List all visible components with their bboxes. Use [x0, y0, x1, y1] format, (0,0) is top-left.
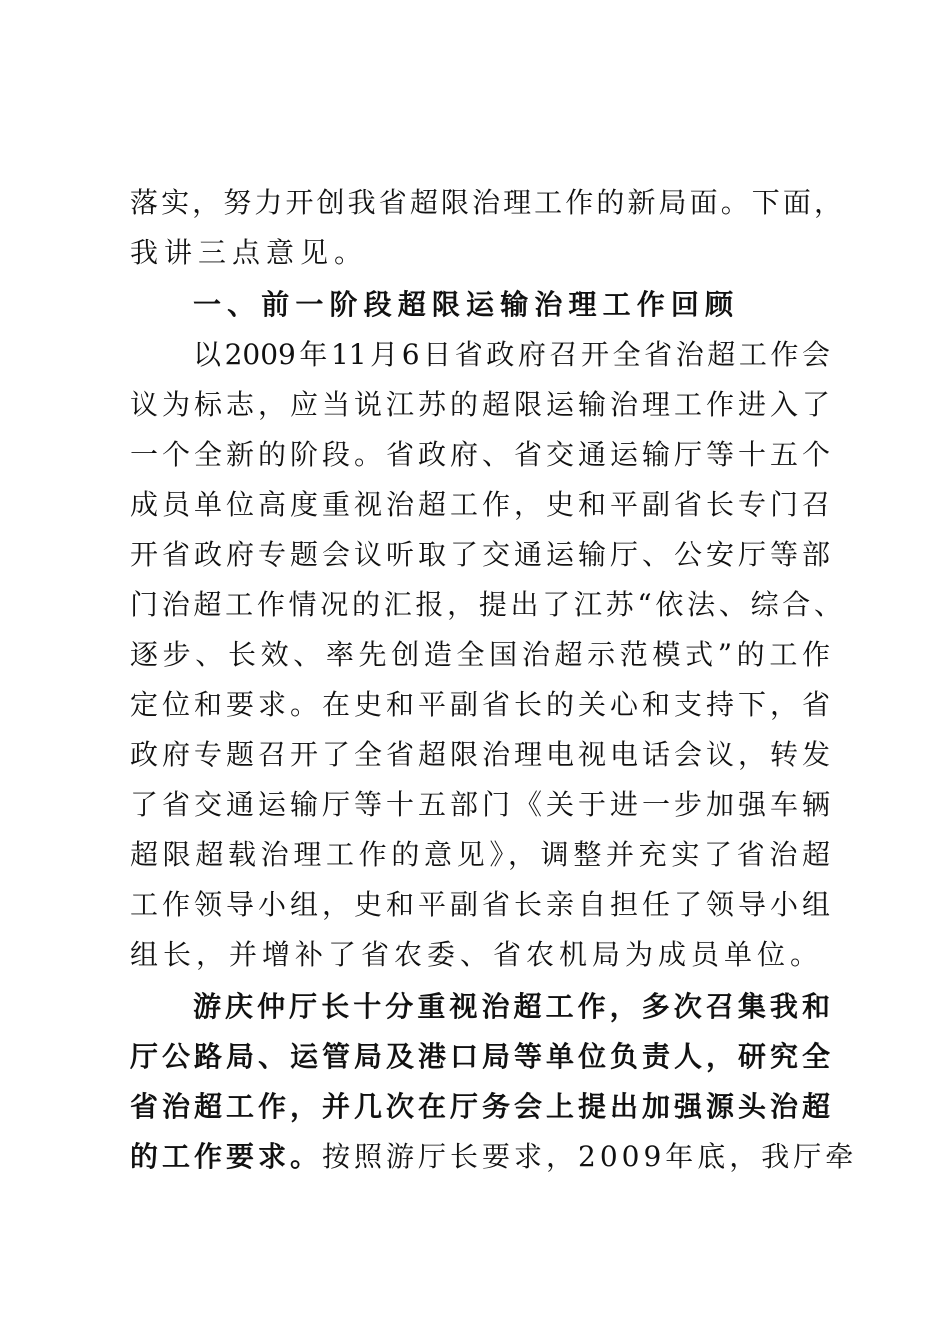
text-line: 工作领导小组，史和平副省长亲自担任了领导小组 — [130, 888, 830, 921]
text-line: 政府专题召开了全省超限治理电视电话会议，转发 — [130, 738, 830, 771]
text-line: 超限超载治理工作的意见》，调整并充实了省治超 — [130, 838, 830, 871]
bold-text-line: 省治超工作，并几次在厅务会上提出加强源头治超 — [130, 1090, 830, 1123]
text-line: 成员单位高度重视治超工作，史和平副省长专门召 — [130, 488, 830, 521]
text-line: 以2009年11月6日省政府召开全省治超工作会 — [193, 338, 830, 371]
text-line: 开省政府专题会议听取了交通运输厅、公安厅等部 — [130, 538, 830, 571]
bold-text-run: 的工作要求。 — [130, 1140, 323, 1173]
section-heading: 一、前一阶段超限运输治理工作回顾 — [193, 288, 733, 321]
text-run: 按照游厅长要求，2009年底，我厅牵 — [322, 1140, 858, 1173]
text-line: 我讲三点意见。 — [130, 236, 369, 269]
text-line: 落实，努力开创我省超限治理工作的新局面。下面， — [130, 186, 842, 219]
text-line: 逐步、长效、率先创造全国治超示范模式”的工作 — [130, 638, 830, 671]
bold-text-line: 厅公路局、运管局及港口局等单位负责人，研究全 — [130, 1040, 830, 1073]
text-line: 组长，并增补了省农委、省农机局为成员单位。 — [130, 938, 824, 971]
text-line: 门治超工作情况的汇报，提出了江苏“依法、综合、 — [130, 588, 842, 621]
text-line: 议为标志，应当说江苏的超限运输治理工作进入了 — [130, 388, 830, 421]
bold-text-line: 游庆仲厅长十分重视治超工作，多次召集我和 — [193, 990, 830, 1023]
mixed-text-line — [130, 1132, 858, 1182]
text-line: 一个全新的阶段。省政府、省交通运输厅等十五个 — [130, 438, 830, 471]
text-line: 定位和要求。在史和平副省长的关心和支持下，省 — [130, 688, 830, 721]
text-line: 了省交通运输厅等十五部门《关于进一步加强车辆 — [130, 788, 830, 821]
